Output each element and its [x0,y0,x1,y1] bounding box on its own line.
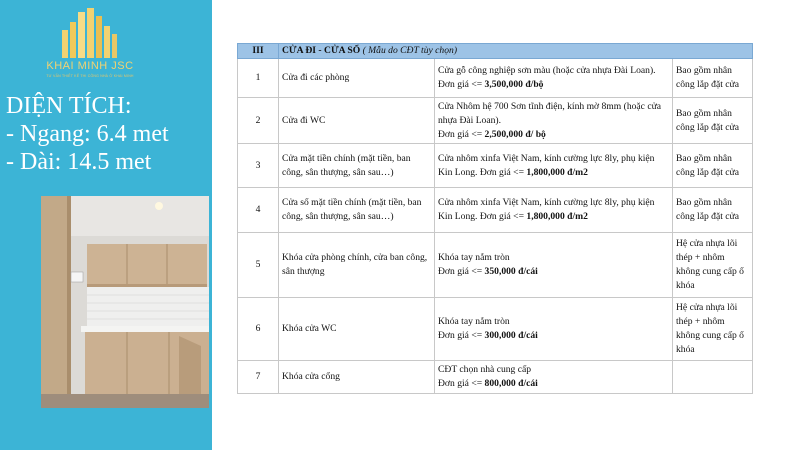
row-spec-text: Cửa nhôm xinfa Việt Nam, kính cường lực 8ly, phụ kiện Kin Long. Đơn giá <= [438,152,655,178]
table-row [238,188,753,233]
table-row [238,361,753,394]
row-item: Cửa đi các phòng [279,59,435,98]
row-price: 1,800,000 đ/m2 [526,166,588,178]
row-price: 300,000 đ/cái [484,330,538,341]
row-note: Bao gồm nhân công lắp đặt cửa [673,59,753,98]
area-length: - Dài: 14.5 met [6,149,152,175]
building-logo-icon [58,8,122,58]
row-item: Khóa cửa WC [279,298,435,361]
row-note [673,361,753,394]
row-spec-text: Cửa gỗ công nghiệp sơn màu (hoặc cửa nhựa Đài Loan). Đơn giá <= [438,65,656,90]
area-heading: DIỆN TÍCH: [6,93,132,119]
section-title: CỬA ĐI - CỬA SỔ [282,45,361,56]
row-number: 4 [238,188,279,233]
table-row [238,144,753,188]
brand-tagline: TƯ VẤN THIẾT KẾ THI CÔNG NHÀ Ở KHAI MINH [46,74,134,78]
row-note: Hệ cửa nhựa lõi thép + nhôm không cung cấp ổ khóa [673,298,753,361]
table-row [238,298,753,361]
row-item: Cửa sổ mặt tiền chính (mặt tiền, ban công, sân thượng, sân sau…) [279,188,435,233]
table-row [238,233,753,298]
row-spec-line2: Đơn giá <= [438,128,483,140]
row-item: Khóa cửa phòng chính, cửa ban công, sân thượng [279,233,435,298]
section-number: III [238,44,279,59]
row-spec-text: Khóa tay nắm tròn [438,252,510,263]
area-info [6,92,211,176]
row-spec-text: CĐT chọn nhà cung cấp [438,364,532,375]
row-item: Cửa đi WC [279,98,435,144]
section-note: ( Mẫu do CĐT tùy chọn) [362,45,458,56]
row-number: 5 [238,233,279,298]
table-row [238,98,753,144]
row-spec-line2: Đơn giá <= [438,330,483,341]
row-spec [435,59,673,98]
row-number: 7 [238,361,279,394]
row-number: 3 [238,144,279,188]
row-number: 2 [238,98,279,144]
row-spec-text: Cửa Nhôm hệ 700 Sơn tĩnh điện, kính mờ 8mm (hoặc cửa nhựa Đài Loan). [438,100,662,126]
company-logo [30,8,190,86]
table-row [238,59,753,98]
row-spec [435,144,673,188]
row-spec [435,188,673,233]
row-price: 2,500,000 đ/ bộ [484,128,546,140]
row-note: Bao gồm nhân công lắp đặt cửa [673,144,753,188]
section-header-row [238,44,753,59]
row-price: 350,000 đ/cái [484,266,538,277]
row-price: 1,800,000 đ/m2 [526,211,588,222]
row-note: Hệ cửa nhựa lõi thép + nhôm không cung cấp ổ khóa [673,233,753,298]
section-title-cell [279,44,753,59]
door-window-spec-table [237,43,753,394]
row-spec [435,233,673,298]
row-spec-text: Cửa nhôm xinfa Việt Nam, kính cường lực 8ly, phụ kiện Kin Long. Đơn giá <= [438,197,655,222]
brand-name: KHAI MINH JSC [46,60,134,72]
row-note: Bao gồm nhân công lắp đặt cửa [673,188,753,233]
row-spec [435,361,673,394]
kitchen-cabinets-photo [41,196,209,408]
row-item: Cửa mặt tiền chính (mặt tiền, ban công, sân thượng, sân sau…) [279,144,435,188]
row-spec [435,98,673,144]
row-number: 6 [238,298,279,361]
row-price: 800,000 đ/cái [484,378,538,389]
row-item: Khóa cửa cổng [279,361,435,394]
row-spec-line2: Đơn giá <= [438,378,483,389]
row-note: Bao gồm nhân công lắp đặt cửa [673,98,753,144]
row-spec-text: Khóa tay nắm tròn [438,316,510,327]
row-number: 1 [238,59,279,98]
row-spec [435,298,673,361]
row-price: 3,500,000 đ/bộ [484,79,544,90]
row-spec-line2: Đơn giá <= [438,266,483,277]
area-width: - Ngang: 6.4 met [6,121,169,147]
